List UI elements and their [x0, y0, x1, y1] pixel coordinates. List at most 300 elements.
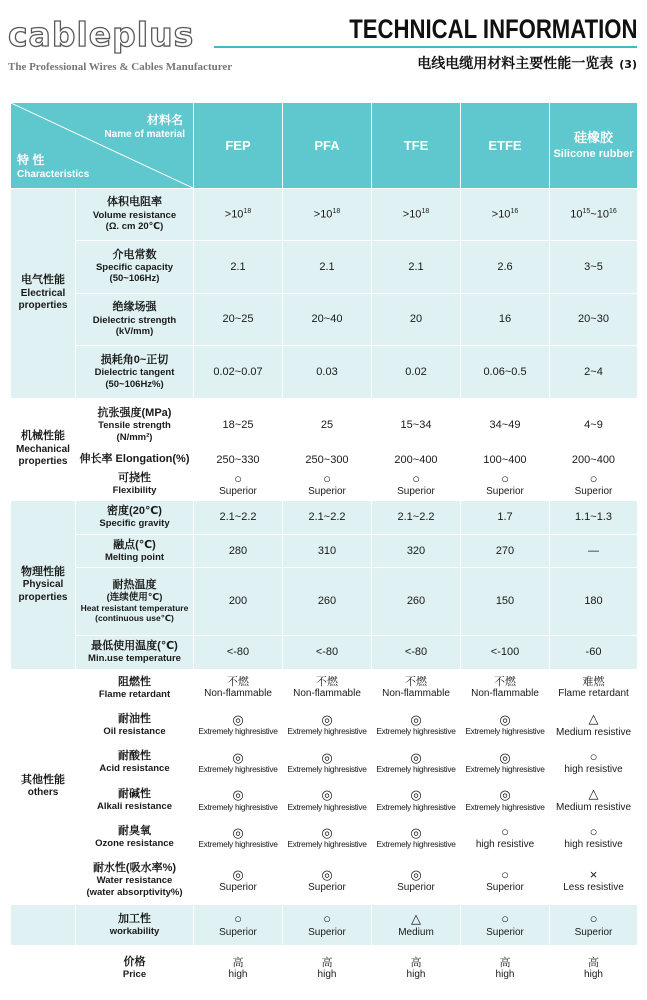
value-cell [283, 670, 372, 707]
value-cell [283, 819, 372, 857]
value-cell [550, 819, 638, 857]
rating-symbol: ◎ [321, 824, 333, 840]
value-cell [194, 346, 283, 399]
value-cell [372, 451, 461, 468]
property-en: Dielectric tangent [94, 367, 175, 379]
rating-text: high [495, 969, 515, 981]
value-exponent: 18 [421, 208, 430, 216]
value-cell [283, 744, 372, 782]
rating-text: Superior [308, 486, 346, 498]
value-main: <-100 [490, 646, 520, 659]
value-main: 260 [317, 595, 337, 608]
value-cell [550, 451, 638, 468]
value-exponent: 15 [582, 208, 591, 216]
property-en: Ozone resistance [95, 838, 174, 850]
value-cell [461, 451, 550, 468]
section-label-en: Electrical properties [18, 287, 68, 312]
value-cell [461, 706, 550, 744]
value-cell [550, 346, 638, 399]
title-divider [214, 46, 637, 48]
table-row [11, 946, 638, 992]
value-cell [283, 535, 372, 567]
rating-text: Superior [397, 486, 435, 498]
section-label [11, 670, 76, 904]
table-row [11, 670, 638, 707]
rating-text: Superior [486, 881, 524, 893]
rating-text: Extremely highresistive [376, 801, 456, 812]
value-cn: 高 [588, 957, 599, 970]
value-main: 2.1 [230, 260, 246, 273]
property-en: (连续使用℃) [106, 591, 163, 603]
rating-symbol: ◎ [321, 787, 333, 803]
property-en: Flexibility [112, 485, 157, 497]
rating-text: Non-flammable [204, 688, 272, 700]
value-exponent: 16 [608, 208, 617, 216]
property-en: Water resistance [96, 875, 173, 887]
rating-text: Extremely highresistive [376, 726, 456, 737]
value-cell [283, 567, 372, 635]
value-cell [461, 567, 550, 635]
table-row [11, 744, 638, 782]
value-cell [283, 856, 372, 904]
material-name-cn: 材料名 [146, 113, 183, 127]
table-row [11, 189, 638, 241]
value-cell [461, 781, 550, 819]
property-label [76, 469, 194, 500]
value-main: 20~25 [222, 313, 254, 326]
value-cn: 高 [499, 957, 511, 970]
section-label-en: others [27, 787, 59, 799]
header-corner [11, 103, 194, 189]
rating-text: high resistive [564, 839, 623, 851]
property-label [76, 240, 194, 293]
value-cell [283, 469, 372, 500]
rating-text: Extremely highresistive [198, 726, 278, 737]
value-main: 150 [495, 595, 515, 608]
property-label [76, 856, 194, 904]
property-en: Acid resistance [99, 763, 170, 775]
value-main: 2.1 [319, 260, 335, 273]
value-cell [283, 399, 372, 452]
rating-text: Non-flammable [382, 688, 450, 700]
table-row [11, 706, 638, 744]
rating-text: Superior [397, 881, 435, 893]
property-label [76, 781, 194, 819]
property-cn: 耐热温度 [112, 578, 157, 591]
value-main: 2~4 [584, 366, 603, 379]
value-exponent: 18 [243, 208, 252, 216]
property-label [76, 946, 194, 992]
property-en: Flame retardant [98, 688, 171, 700]
section-label [11, 904, 76, 946]
value-main: 20 [409, 313, 423, 326]
rating-symbol: △ [588, 786, 599, 802]
value-cell [194, 744, 283, 782]
property-cn: 耐油性 [118, 712, 151, 725]
rating-symbol: ◎ [499, 749, 511, 765]
table-row [11, 819, 638, 857]
rating-symbol: ○ [501, 911, 509, 927]
value-main: 10 [570, 208, 583, 221]
value-cell [372, 706, 461, 744]
rating-text: Superior [219, 926, 257, 938]
value-cell [372, 781, 461, 819]
property-label [76, 706, 194, 744]
property-cn: 最低使用温度(℃) [91, 640, 178, 653]
material-header: TFE [372, 103, 461, 189]
value-cell [372, 567, 461, 635]
property-label [76, 744, 194, 782]
table-row [11, 451, 638, 468]
property-en: Alkali resistance [97, 800, 172, 812]
rating-text: Flame retardant [558, 688, 629, 700]
table-row [11, 346, 638, 399]
rating-text: high [317, 969, 337, 981]
property-en: Min.use temperature [88, 653, 181, 665]
rating-text: Superior [219, 486, 257, 498]
property-cn: 损耗角0~正切 [100, 354, 169, 367]
value-cell [372, 856, 461, 904]
table-row [11, 635, 638, 670]
value-main: 260 [406, 595, 426, 608]
value-main: 34~49 [489, 419, 521, 431]
rating-symbol: ◎ [410, 749, 422, 765]
section-label-en: Mechanical properties [16, 443, 70, 468]
value-cell [461, 670, 550, 707]
rating-symbol: ○ [323, 911, 331, 927]
property-en: Tensile strength [98, 420, 171, 432]
value-tail: ~10 [590, 208, 609, 221]
value-cell [194, 189, 283, 241]
value-cell [372, 293, 461, 346]
rating-symbol: ○ [589, 470, 598, 486]
rating-text: Medium [398, 926, 434, 938]
value-cn: 不燃 [227, 676, 249, 689]
property-label [76, 904, 194, 946]
value-cell [550, 781, 638, 819]
value-cell [194, 670, 283, 707]
rating-symbol: △ [588, 711, 599, 727]
rating-symbol: ◎ [499, 787, 511, 803]
value-cell [550, 744, 638, 782]
rating-text: Less resistive [563, 881, 624, 893]
rating-symbol: ○ [589, 748, 598, 764]
property-cn: 伸长率 Elongation(%) [79, 453, 190, 466]
rating-symbol: ◎ [232, 824, 244, 840]
property-cn: 耐水性(吸水率%) [92, 862, 177, 875]
value-cell [283, 240, 372, 293]
value-cell [283, 500, 372, 535]
value-cell [550, 904, 638, 946]
value-main: 15~34 [400, 419, 432, 431]
value-main: >10 [491, 208, 511, 221]
value-main: <-80 [315, 646, 339, 659]
property-en: workability [109, 925, 160, 937]
value-main: 320 [406, 544, 426, 557]
property-en2: (water absorptivity%) [86, 886, 183, 898]
value-cn: 不燃 [494, 676, 516, 689]
rating-symbol: ◎ [232, 749, 244, 765]
value-main: 200~400 [394, 454, 438, 467]
property-cn: 绝缘场强 [112, 301, 157, 314]
value-cn: 不燃 [405, 676, 427, 689]
property-cn: 抗张强度(MPa) [97, 407, 172, 420]
value-cell [283, 635, 372, 670]
value-cn: 高 [232, 957, 244, 970]
rating-text: Extremely highresistive [376, 839, 456, 850]
value-cell [550, 189, 638, 241]
value-cn: 难燃 [582, 676, 605, 689]
rating-text: Non-flammable [293, 688, 361, 700]
material-header: PFA [283, 103, 372, 189]
value-cell [194, 293, 283, 346]
rating-symbol: ◎ [232, 866, 244, 882]
value-main: 2.1~2.2 [219, 511, 257, 524]
rating-text: Medium resistive [555, 726, 632, 738]
value-cell [461, 189, 550, 241]
table-row [11, 399, 638, 452]
value-main: <-80 [404, 646, 428, 659]
property-cn: 耐碱性 [118, 787, 151, 800]
value-main: 180 [584, 595, 603, 608]
rating-text: Extremely highresistive [198, 839, 278, 850]
value-cell [461, 819, 550, 857]
value-cell [550, 293, 638, 346]
value-cell [550, 635, 638, 670]
value-cell [194, 567, 283, 635]
value-main: 4~9 [584, 419, 603, 431]
rating-symbol: ◎ [410, 824, 422, 840]
value-cell [550, 670, 638, 707]
characteristics-cn: 特 性 [17, 153, 45, 167]
property-label [76, 399, 194, 452]
value-cell [461, 399, 550, 452]
value-main: >10 [224, 208, 244, 221]
brand-tagline: The Professional Wires & Cables Manufacturer [8, 61, 233, 73]
value-main: 2.6 [497, 260, 513, 273]
page-marker: (3) [619, 58, 637, 71]
value-cell [550, 946, 638, 992]
rating-text: Superior [486, 486, 524, 498]
rating-symbol: ◎ [232, 787, 244, 803]
material-name-en: Name of material [104, 129, 185, 140]
property-en: Specific gravity [99, 518, 170, 530]
value-cell [372, 946, 461, 992]
rating-text: Extremely highresistive [465, 764, 545, 775]
rating-text: Non-flammable [471, 688, 539, 700]
material-header: ETFE [461, 103, 550, 189]
material-header: 硅橡胶 Silicone rubber [550, 103, 638, 189]
value-main: 18~25 [222, 419, 254, 431]
rating-symbol: ◎ [321, 749, 333, 765]
value-exponent: 18 [332, 208, 341, 216]
rating-text: Extremely highresistive [198, 801, 278, 812]
rating-symbol: ◎ [321, 866, 333, 882]
value-cn: 高 [410, 957, 422, 970]
value-cell [372, 670, 461, 707]
property-cn: 阻燃性 [118, 675, 151, 688]
value-main: 250~330 [216, 454, 260, 467]
value-cell [372, 500, 461, 535]
value-cell [461, 856, 550, 904]
rating-text: high resistive [475, 839, 535, 851]
value-cell [194, 451, 283, 468]
value-main: 310 [317, 544, 337, 557]
value-cell [194, 635, 283, 670]
value-main: 20~30 [578, 313, 609, 326]
section-label [11, 500, 76, 670]
property-cn: 耐臭氧 [118, 825, 151, 838]
value-cell [550, 856, 638, 904]
property-cn: 可挠性 [118, 472, 151, 485]
table-row [11, 293, 638, 346]
value-main: 2.1~2.2 [397, 511, 435, 524]
value-cell [283, 706, 372, 744]
property-label [76, 346, 194, 399]
value-main: 1.1~1.3 [574, 511, 612, 524]
rating-text: Superior [308, 881, 346, 893]
value-main: 3~5 [584, 260, 603, 273]
value-main: >10 [313, 208, 333, 221]
value-main: 1.7 [497, 511, 513, 524]
rating-symbol: △ [411, 911, 421, 927]
rating-symbol: ○ [501, 823, 509, 839]
table-row [11, 904, 638, 946]
table-row [11, 567, 638, 635]
value-cell [461, 469, 550, 500]
value-cell [461, 535, 550, 567]
value-main: 100~400 [483, 454, 527, 467]
value-main: 200~400 [571, 454, 616, 467]
value-main: 200 [228, 595, 248, 608]
material-properties-table [10, 102, 638, 992]
section-label-en: Physical properties [18, 579, 68, 603]
rating-text: Extremely highresistive [376, 764, 456, 775]
value-main: 280 [228, 544, 248, 557]
property-cn: 加工性 [118, 912, 151, 925]
rating-text: high [228, 969, 248, 981]
value-cell [194, 399, 283, 452]
property-en2: Heat resistant temperature (continuous use℃) [80, 603, 189, 624]
value-cell [461, 500, 550, 535]
characteristics-en: Characteristics [17, 169, 90, 180]
rating-text: Extremely highresistive [287, 801, 367, 812]
rating-text: high [584, 969, 603, 981]
property-label [76, 535, 194, 567]
value-cell [372, 469, 461, 500]
value-cell [194, 819, 283, 857]
value-main: 0.06~0.5 [483, 366, 527, 379]
value-cell [283, 781, 372, 819]
rating-text: Extremely highresistive [287, 764, 367, 775]
property-en: Specific capacity [95, 261, 174, 273]
value-cell [372, 346, 461, 399]
value-cell [550, 469, 638, 500]
rating-text: Superior [308, 926, 346, 938]
rating-text: Extremely highresistive [465, 726, 545, 737]
property-en2: (50~106Hz%) [105, 378, 164, 390]
table-row [11, 781, 638, 819]
value-cell [194, 535, 283, 567]
rating-text: Extremely highresistive [287, 839, 367, 850]
value-main: 0.02 [405, 366, 427, 379]
brand-logo: cableplus [8, 15, 195, 54]
value-cell [461, 293, 550, 346]
property-cn: 价格 [123, 956, 146, 969]
value-cell [283, 189, 372, 241]
rating-text: Extremely highresistive [198, 764, 278, 775]
value-cell [550, 399, 638, 452]
value-cell [194, 706, 283, 744]
rating-symbol: ○ [323, 470, 331, 486]
table-row [11, 240, 638, 293]
value-main: 0.03 [316, 366, 338, 379]
value-cell [194, 781, 283, 819]
rating-text: Superior [574, 926, 613, 938]
subtitle-text: 电线电缆用材料主要性能一览表 [417, 56, 614, 72]
property-en2: (50~106Hz) [109, 273, 160, 285]
rating-symbol: ○ [234, 911, 242, 927]
value-cell [194, 500, 283, 535]
rating-text: Extremely highresistive [465, 801, 545, 812]
rating-symbol: ○ [412, 470, 420, 486]
value-cell [194, 856, 283, 904]
rating-symbol: ◎ [410, 712, 422, 728]
value-main: 25 [320, 419, 334, 431]
section-label-cn: 其他性能 [21, 773, 65, 786]
rating-symbol: ○ [501, 470, 509, 486]
value-main: 2.1~2.2 [308, 511, 346, 524]
material-header: FEP [194, 103, 283, 189]
rating-symbol: ◎ [499, 712, 511, 728]
rating-symbol: ○ [589, 823, 598, 839]
rating-text: Medium resistive [555, 801, 632, 813]
value-cell [550, 500, 638, 535]
value-cell [283, 946, 372, 992]
rating-text: high [406, 969, 426, 981]
rating-text: high resistive [564, 764, 623, 776]
value-cn: 高 [321, 957, 333, 970]
value-main: 270 [495, 544, 515, 557]
property-label [76, 451, 194, 468]
value-cell [283, 451, 372, 468]
value-cn: 不燃 [316, 676, 338, 689]
section-label-cn: 电气性能 [21, 274, 65, 287]
value-cell [461, 904, 550, 946]
value-cell [372, 744, 461, 782]
value-cell [372, 819, 461, 857]
value-cell [550, 706, 638, 744]
value-main: — [588, 544, 599, 557]
section-label-cn: 物理性能 [21, 565, 65, 578]
property-label [76, 635, 194, 670]
table-row [11, 856, 638, 904]
property-cn: 介电常数 [112, 248, 157, 261]
value-cell [372, 399, 461, 452]
section-label-cn: 机械性能 [21, 429, 65, 442]
property-en: Melting point [104, 551, 165, 563]
property-label [76, 500, 194, 535]
property-cn: 体积电阻率 [107, 196, 162, 209]
value-cell [372, 904, 461, 946]
value-main: 16 [498, 313, 512, 326]
property-label [76, 189, 194, 241]
value-cell [194, 469, 283, 500]
rating-text: Superior [219, 881, 257, 893]
value-cell [550, 240, 638, 293]
value-main: 2.1 [408, 260, 424, 273]
rating-text: Extremely highresistive [287, 726, 367, 737]
